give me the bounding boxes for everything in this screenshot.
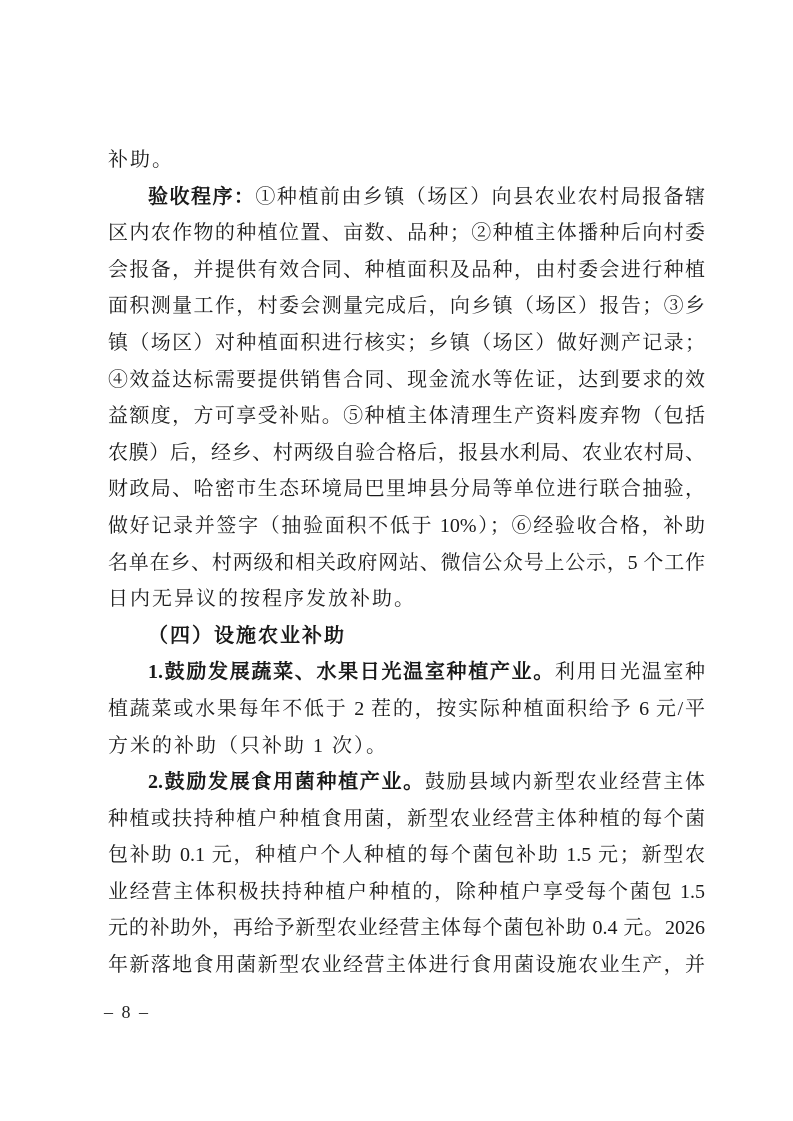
text-line bbox=[108, 654, 705, 691]
text-line: 镇（场区）对种植面积进行核实；乡镇（场区）做好测产记录； bbox=[108, 331, 705, 354]
text-line: 补助。 bbox=[108, 149, 174, 171]
text-run: 鼓励县域内新型农业经营主体 bbox=[424, 771, 705, 794]
text-line: ④效益达标需要提供销售合同、现金流水等佐证，达到要求的效 bbox=[108, 368, 705, 391]
text-line: 做好记录并签字（抽验面积不低于 10%）；⑥经验收合格，补助 bbox=[108, 514, 705, 537]
text-run: ①种植前由乡镇（场区）向县农业农村局报备辖 bbox=[255, 185, 705, 208]
text-line: 区内农作物的种植位置、亩数、品种；②种植主体播种后向村委 bbox=[108, 222, 705, 245]
bold-run: （四）设施农业补助 bbox=[148, 624, 346, 647]
text-run: 利用日光温室种 bbox=[554, 661, 705, 684]
text-line: 元的补助外，再给予新型农业经营主体每个菌包补助 0.4 元。2026 bbox=[108, 917, 705, 940]
document-body bbox=[108, 142, 705, 984]
text-line: 年新落地食用菌新型农业经营主体进行食用菌设施农业生产，并 bbox=[108, 954, 705, 977]
bold-run: 1.鼓励发展蔬菜、水果日光温室种植产业。 bbox=[148, 661, 555, 684]
text-line: 农膜）后，经乡、村两级自验合格后，报县水利局、农业农村局、 bbox=[108, 441, 705, 464]
section-heading bbox=[108, 618, 705, 655]
bold-run: 2.鼓励发展食用菌种植产业。 bbox=[148, 771, 425, 794]
text-line: 业经营主体积极扶持种植户种植的，除种植户享受每个菌包 1.5 bbox=[108, 880, 705, 903]
text-line bbox=[108, 764, 705, 801]
page-number: – 8 – bbox=[104, 1002, 150, 1022]
text-line: 方米的补助（只补助 1 次）。 bbox=[108, 734, 388, 757]
text-line: 财政局、哈密市生态环境局巴里坤县分局等单位进行联合抽验， bbox=[108, 478, 705, 501]
text-line: 种植或扶持种植户种植食用菌，新型农业经营主体种植的每个菌 bbox=[108, 807, 705, 830]
text-line: 包补助 0.1 元，种植户个人种植的每个菌包补助 1.5 元；新型农 bbox=[108, 844, 705, 867]
text-line: 益额度，方可享受补贴。⑤种植主体清理生产资料废弃物（包括 bbox=[108, 405, 705, 428]
text-line: 面积测量工作，村委会测量完成后，向乡镇（场区）报告；③乡 bbox=[108, 295, 705, 318]
bold-run: 验收程序： bbox=[148, 185, 256, 208]
text-line bbox=[108, 179, 705, 216]
text-line: 名单在乡、村两级和相关政府网站、微信公众号上公示，5 个工作 bbox=[108, 551, 705, 574]
text-line: 植蔬菜或水果每年不低于 2 茬的，按实际种植面积给予 6 元/平 bbox=[108, 697, 705, 720]
text-line: 会报备，并提供有效合同、种植面积及品种，由村委会进行种植 bbox=[108, 258, 705, 281]
text-line: 日内无异议的按程序发放补助。 bbox=[108, 588, 416, 611]
